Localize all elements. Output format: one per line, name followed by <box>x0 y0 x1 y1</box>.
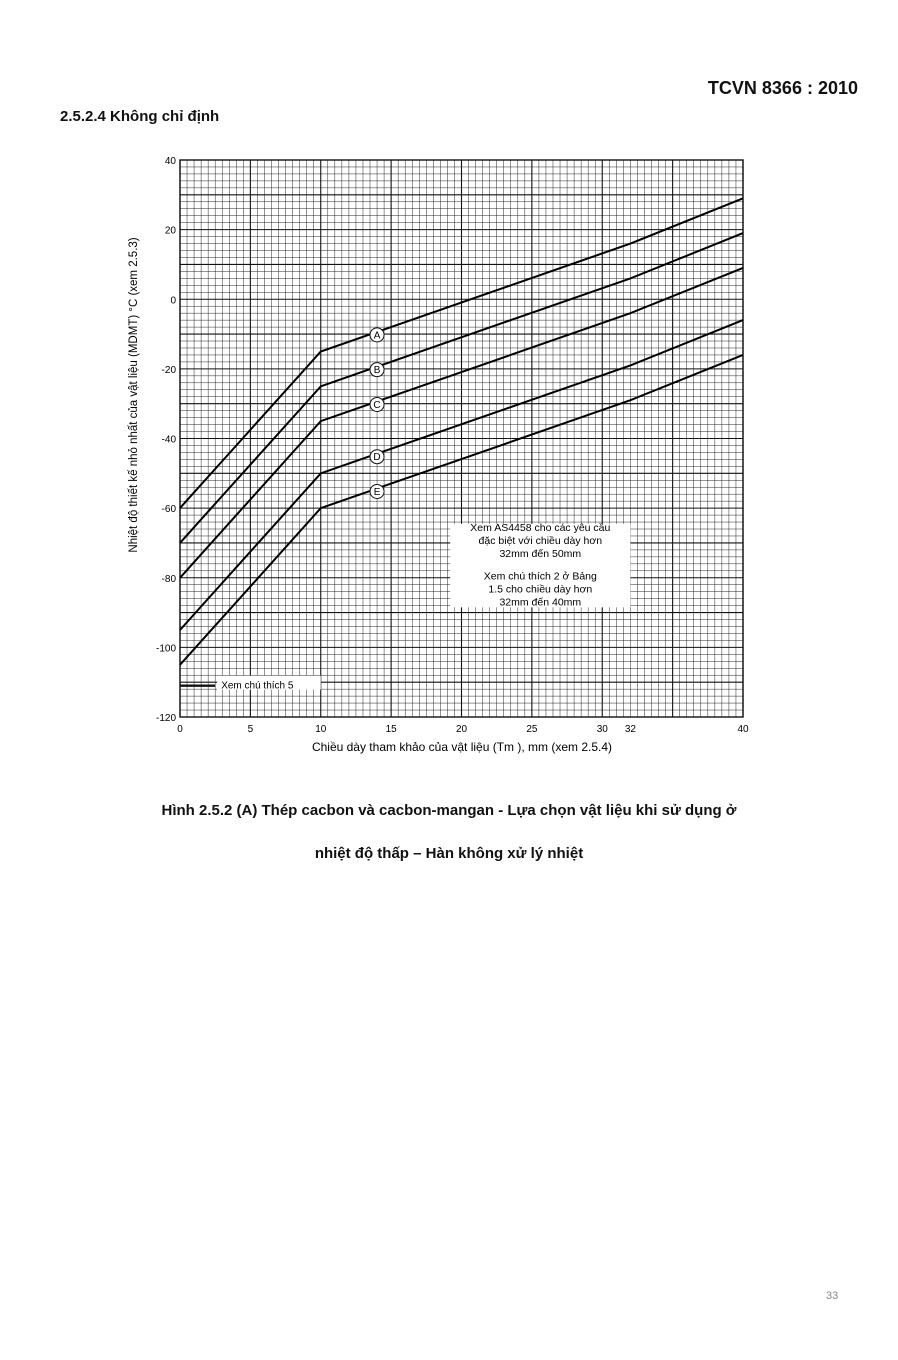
note-as4458-line: 32mm đến 50mm <box>499 547 582 560</box>
y-tick-label: 40 <box>164 156 176 167</box>
curve-label-b: B <box>373 365 381 377</box>
figure-caption-line1: Hình 2.5.2 (A) Thép cacbon và cacbon-mangan - Lựa chọn vật liệu khi sử dụng ở <box>161 802 737 819</box>
y-tick-label: -100 <box>155 643 176 655</box>
curve-label-c: C <box>373 399 381 411</box>
curve-label-e: E <box>373 487 381 499</box>
curve-label-d: D <box>373 452 381 464</box>
y-tick-label: 0 <box>170 295 176 307</box>
y-tick-label: 20 <box>164 225 176 237</box>
y-tick-label: -60 <box>161 504 176 516</box>
x-tick-label: 25 <box>526 724 538 735</box>
figure-caption-line2: nhiệt độ thấp – Hàn không xử lý nhiệt <box>314 845 584 862</box>
y-tick-label: -80 <box>161 573 176 585</box>
page-number: 33 <box>826 1290 839 1302</box>
note-5-text: Xem chú thích 5 <box>221 680 294 692</box>
y-tick-label: -40 <box>161 434 176 446</box>
x-tick-label: 20 <box>455 724 468 735</box>
x-tick-label: 0 <box>177 724 183 735</box>
y-axis-ticks <box>156 156 176 724</box>
standard-code: TCVN 8366 : 2010 <box>707 78 858 98</box>
x-tick-label: 40 <box>737 724 749 735</box>
y-axis-label: Nhiệt độ thiết kế nhỏ nhất của vật liệu (MDMT) °C (xem 2.5.3) <box>128 237 140 553</box>
y-tick-label: -120 <box>155 713 176 724</box>
note-table-line: Xem chú thích 2 ở Bảng <box>483 570 597 583</box>
x-tick-label: 15 <box>385 724 397 735</box>
curve-label-a: A <box>373 330 381 342</box>
note-table-line: 32mm đến 40mm <box>499 596 582 609</box>
x-tick-label: 32 <box>624 724 636 735</box>
section-heading: 2.5.2.4 Không chỉ định <box>60 108 220 125</box>
note-as4458-line: đặc biệt với chiều dày hơn <box>478 534 603 547</box>
x-axis-label: Chiều dày tham khảo của vật liệu (Tm ), mm (xem 2.5.4) <box>311 740 613 754</box>
x-tick-label: 10 <box>315 724 327 735</box>
note-as4458-line: Xem AS4458 cho các yêu cầu <box>470 521 611 534</box>
x-tick-label: 30 <box>596 724 608 735</box>
y-tick-label: -20 <box>161 364 176 376</box>
note-table-line: 1.5 cho chiều dày hơn <box>488 583 593 596</box>
x-tick-label: 5 <box>247 724 254 735</box>
x-axis-ticks <box>177 724 749 735</box>
